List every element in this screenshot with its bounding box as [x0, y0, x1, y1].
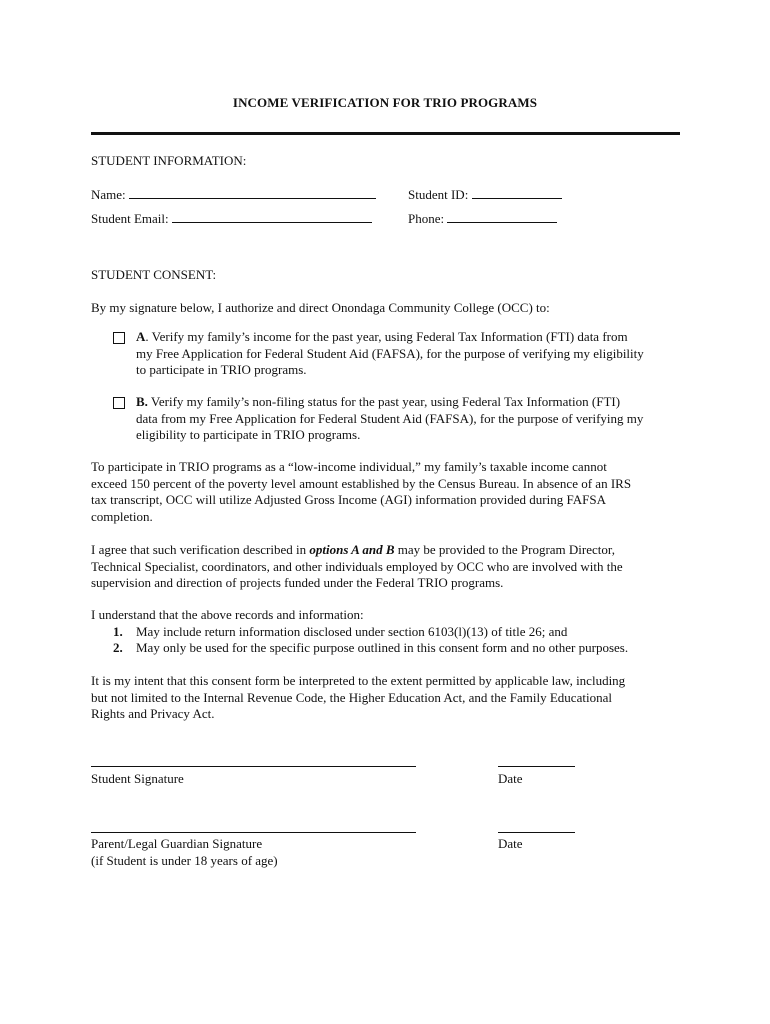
student-signature-label: Student Signature — [91, 771, 184, 786]
option-a-line-1 — [136, 329, 686, 346]
student-signature-line[interactable] — [91, 766, 416, 767]
guardian-note: (if Student is under 18 years of age) — [91, 853, 278, 868]
phone-label: Phone: — [408, 211, 445, 226]
option-b-line-1-text: Verify my family’s non-filing status for the past year, using Federal Tax Information (FTI) — [147, 394, 621, 409]
income-line-2: exceed 150 percent of the poverty level amount established by the Census Bureau. In absence of an IRS — [91, 475, 632, 491]
email-label: Student Email: — [91, 211, 169, 226]
option-a-checkbox[interactable] — [113, 332, 125, 344]
email-blank[interactable] — [172, 210, 372, 223]
option-a-line-3: to participate in TRIO programs. — [136, 362, 307, 377]
phone-blank[interactable] — [447, 210, 557, 223]
option-b-text — [136, 394, 686, 444]
title-divider — [91, 132, 680, 135]
item-2-text: May only be used for the specific purpose outlined in this consent form and no other purposes. — [136, 640, 629, 655]
agree-line-1-post: may be provided to the Program Director, — [394, 542, 615, 557]
student-id-label: Student ID: — [408, 187, 469, 202]
understand-intro: I understand that the above records and information: — [91, 607, 364, 622]
guardian-date-label: Date — [498, 836, 523, 851]
student-info-heading: STUDENT INFORMATION: — [91, 153, 247, 168]
option-a-line-2: my Free Application for Federal Student Aid (FAFSA), for the purpose of verifying my eligibility — [136, 345, 644, 361]
student-date-label: Date — [498, 771, 523, 786]
guardian-date-line[interactable] — [498, 832, 575, 833]
agree-emphasis: options A and B — [309, 542, 395, 557]
guardian-signature-label: Parent/Legal Guardian Signature — [91, 836, 263, 851]
agree-line-1 — [91, 542, 691, 559]
option-b-line-2: data from my Free Application for Federal Student Aid (FAFSA), for the purpose of verifying my — [136, 410, 644, 426]
option-b-letter: B. — [136, 394, 148, 409]
name-field[interactable] — [91, 186, 376, 203]
intent-line-1: It is my intent that this consent form be interpreted to the extent permitted by applicable law, including — [91, 673, 626, 688]
option-a-line-1-text: . Verify my family’s income for the past year, using Federal Tax Information (FTI) data from — [145, 329, 628, 344]
name-label: Name: — [91, 187, 126, 202]
income-line-4: completion. — [91, 508, 153, 524]
name-blank[interactable] — [129, 186, 376, 199]
income-line-1: To participate in TRIO programs as a “low-income individual,” my family’s taxable income cannot — [91, 459, 607, 474]
document-title: INCOME VERIFICATION FOR TRIO PROGRAMS — [232, 95, 538, 110]
item-1-number: 1. — [113, 624, 123, 639]
item-2-number: 2. — [113, 640, 123, 655]
student-id-field[interactable] — [408, 186, 562, 203]
student-date-line[interactable] — [498, 766, 575, 767]
option-b-line-3: eligibility to participate in TRIO programs. — [136, 427, 361, 442]
item-1-text: May include return information disclosed under section 6103(l)(13) of title 26; and — [136, 624, 568, 639]
agree-line-1-pre: I agree that such verification described in — [91, 542, 310, 557]
understand-item-1 — [113, 624, 567, 640]
email-field[interactable] — [91, 210, 372, 227]
income-paragraph — [91, 459, 691, 525]
intent-line-3: Rights and Privacy Act. — [91, 706, 215, 721]
option-b-checkbox[interactable] — [113, 397, 125, 409]
intent-line-2: but not limited to the Internal Revenue Code, the Higher Education Act, and the Family Educational — [91, 689, 612, 705]
option-b-line-1 — [136, 394, 686, 411]
understand-item-2 — [113, 640, 628, 656]
consent-intro: By my signature below, I authorize and direct Onondaga Community College (OCC) to: — [91, 300, 550, 315]
guardian-signature-line[interactable] — [91, 832, 416, 833]
agree-line-2: Technical Specialist, coordinators, and other individuals employed by OCC who are involved with the — [91, 558, 623, 574]
option-a-letter: A — [136, 329, 146, 344]
student-id-blank[interactable] — [472, 186, 562, 199]
intent-paragraph — [91, 673, 691, 723]
income-line-3: tax transcript, OCC will utilize Adjusted Gross Income (AGI) information provided during FAFSA — [91, 492, 606, 507]
agree-line-3: supervision and direction of projects funded under the Federal TRIO programs. — [91, 575, 504, 590]
understand-paragraph — [91, 607, 691, 624]
agree-paragraph — [91, 542, 691, 592]
consent-heading: STUDENT CONSENT: — [91, 267, 217, 282]
phone-field[interactable] — [408, 210, 557, 227]
option-a-text — [136, 329, 686, 379]
